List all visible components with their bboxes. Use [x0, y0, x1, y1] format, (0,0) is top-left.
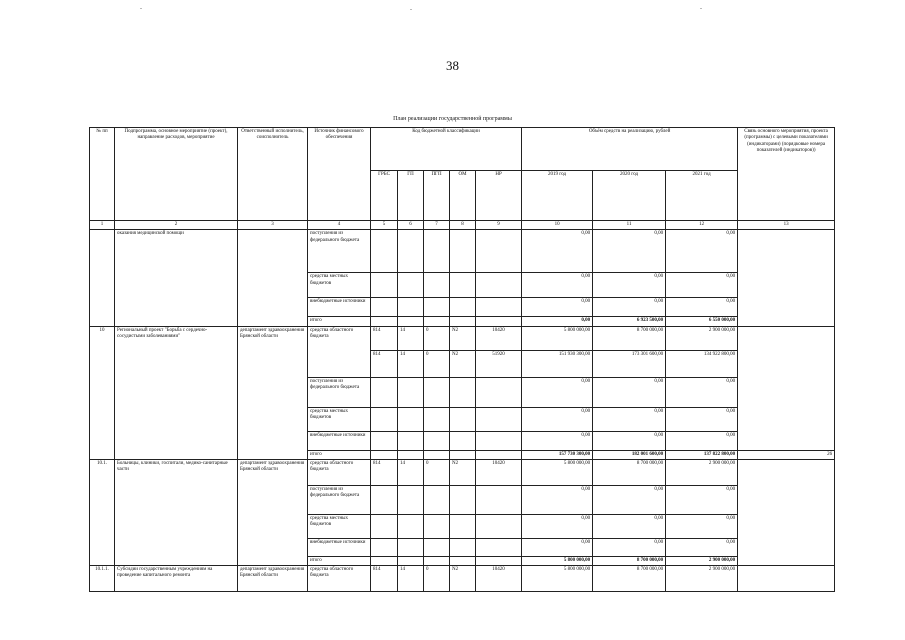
value-2021: 0,00 [666, 298, 738, 317]
total-2020: 182 001 600,00 [593, 450, 666, 459]
code-om: N2 [450, 566, 476, 592]
executor: департамент здравоохранения Брянской области [238, 459, 308, 565]
code-grbs: 814 [371, 326, 398, 350]
source-label: внебюджетные источники [308, 431, 371, 450]
measure-name: оказания медицинской помощи [115, 230, 238, 326]
code-np: 10420 [476, 566, 522, 592]
value-2019: 0,00 [522, 431, 593, 450]
header-gp: ГП [398, 171, 424, 221]
document-title: План реализации государственной программы [393, 116, 512, 122]
column-number-row [90, 221, 835, 230]
header-np: НР [476, 171, 522, 221]
value-2019: 0,00 [522, 485, 593, 514]
code-gp: 14 [398, 566, 424, 592]
col-number: 8 [450, 221, 476, 230]
code-grbs: 814 [371, 459, 398, 485]
header-2019: 2019 год [522, 171, 593, 221]
program-plan-table [89, 127, 835, 592]
code-pgp: 0 [424, 350, 450, 377]
source-label: поступления из федерального бюджета [308, 485, 371, 514]
header-executor: Ответственный исполнитель, соисполнитель [238, 128, 308, 221]
table-row [90, 230, 835, 273]
col-number: 2 [115, 221, 238, 230]
indicator-link: 26 [738, 450, 835, 459]
code-pgp: 0 [424, 459, 450, 485]
total-2021: 6 550 000,00 [666, 317, 738, 326]
header-2021: 2021 год [666, 171, 738, 221]
source-label: итого [308, 450, 371, 459]
executor: департамент здравоохранения Брянской области [238, 326, 308, 459]
value-2021: 0,00 [666, 538, 738, 556]
value-2021: 0,00 [666, 230, 738, 273]
source-label: средства местных бюджетов [308, 407, 371, 431]
value-2021: 0,00 [666, 485, 738, 514]
header-volume: Объём средств на реализацию, рублей [522, 128, 738, 171]
scan-artifact [410, 9, 412, 10]
value-2020: 0,00 [593, 431, 666, 450]
code-pgp: 0 [424, 326, 450, 350]
value-2019: 0,00 [522, 407, 593, 431]
value-2021: 0,00 [666, 273, 738, 298]
value-2020: 0,00 [593, 514, 666, 538]
table-row [90, 459, 835, 485]
source-label: внебюджетные источники [308, 538, 371, 556]
value-2021: 134 922 800,00 [666, 350, 738, 377]
code-grbs: 814 [371, 566, 398, 592]
source-label: средства местных бюджетов [308, 514, 371, 538]
col-number: 6 [398, 221, 424, 230]
header-2020: 2020 год [593, 171, 666, 221]
value-2021: 2 900 000,00 [666, 326, 738, 350]
col-number: 12 [666, 221, 738, 230]
value-2020: 8 700 000,00 [593, 566, 666, 592]
col-number: 9 [476, 221, 522, 230]
total-2021: 137 822 800,00 [666, 450, 738, 459]
value-2020: 0,00 [593, 407, 666, 431]
total-2019: 0,00 [522, 317, 593, 326]
code-pgp: 0 [424, 566, 450, 592]
table-row [90, 326, 835, 350]
col-number: 3 [238, 221, 308, 230]
code-gp: 14 [398, 459, 424, 485]
value-2019: 5 800 000,00 [522, 459, 593, 485]
code-np: 10420 [476, 459, 522, 485]
value-2020: 8 700 000,00 [593, 459, 666, 485]
value-2020: 173 301 600,00 [593, 350, 666, 377]
measure-name: Субсидии государственным учреждениям на проведение капитального ремонта [115, 566, 238, 592]
code-om: N2 [450, 459, 476, 485]
source-label: средства местных бюджетов [308, 273, 371, 298]
code-gp: 14 [398, 350, 424, 377]
header-pgp: ПГП [424, 171, 450, 221]
source-label: средства областного бюджета [308, 566, 371, 592]
col-number: 4 [308, 221, 371, 230]
code-grbs: 814 [371, 350, 398, 377]
code-om: N2 [450, 350, 476, 377]
source-label: средства областного бюджета [308, 326, 371, 377]
value-2021: 0,00 [666, 431, 738, 450]
value-2019: 0,00 [522, 538, 593, 556]
source-label: средства областного бюджета [308, 459, 371, 485]
col-number: 11 [593, 221, 666, 230]
code-np: 10420 [476, 326, 522, 350]
source-label: итого [308, 556, 371, 565]
page-number: 38 [446, 58, 459, 73]
header-link: Связь основного мероприятия, проекта (программы) с целевыми показателями (индикаторами) (порядковые номера показателей (индикаторов)) [738, 128, 835, 221]
measure-name: Больницы, клиники, госпитали, медико-санитарные части [115, 459, 238, 565]
value-2020: 0,00 [593, 377, 666, 407]
source-label: поступления из федерального бюджета [308, 230, 371, 273]
total-2020: 6 923 500,00 [593, 317, 666, 326]
value-2019: 5 800 000,00 [522, 566, 593, 592]
code-om: N2 [450, 326, 476, 350]
col-number: 13 [738, 221, 835, 230]
header-source: Источник финансового обеспечения [308, 128, 371, 221]
value-2020: 0,00 [593, 273, 666, 298]
total-2021: 2 900 000,00 [666, 556, 738, 565]
source-label: поступления из федерального бюджета [308, 377, 371, 407]
table-row [90, 566, 835, 592]
value-2019: 0,00 [522, 514, 593, 538]
scan-artifact [140, 8, 142, 9]
row-number: 10.1.1. [90, 566, 115, 592]
executor: департамент здравоохранения Брянской области [238, 566, 308, 592]
row-number: 10.1. [90, 459, 115, 565]
header-subprogram: Подпрограмма, основное мероприятие (проект), направление расходов, мероприятие [115, 128, 238, 221]
value-2021: 0,00 [666, 407, 738, 431]
header-num: № пп [90, 128, 115, 221]
total-2019: 5 800 000,00 [522, 556, 593, 565]
code-np: 51920 [476, 350, 522, 377]
row-number: 10 [90, 326, 115, 459]
value-2019: 0,00 [522, 273, 593, 298]
scan-artifact [700, 8, 702, 9]
value-2019: 0,00 [522, 377, 593, 407]
value-2019: 0,00 [522, 230, 593, 273]
col-number: 1 [90, 221, 115, 230]
value-2020: 0,00 [593, 230, 666, 273]
value-2021: 0,00 [666, 514, 738, 538]
header-budget-code: Код бюджетной классификации [371, 128, 522, 171]
value-2021: 0,00 [666, 377, 738, 407]
col-number: 10 [522, 221, 593, 230]
header-grbs: ГРБС [371, 171, 398, 221]
value-2020: 0,00 [593, 485, 666, 514]
value-2021: 2 900 000,00 [666, 566, 738, 592]
value-2019: 0,00 [522, 298, 593, 317]
value-2021: 2 900 000,00 [666, 459, 738, 485]
col-number: 5 [371, 221, 398, 230]
source-label: итого [308, 317, 371, 326]
measure-name: Региональный проект "Борьба с сердечно-сосудистыми заболеваниями" [115, 326, 238, 459]
header-row [90, 128, 835, 171]
value-2019: 151 930 300,00 [522, 350, 593, 377]
value-2020: 0,00 [593, 298, 666, 317]
total-2020: 8 700 000,00 [593, 556, 666, 565]
value-2019: 5 800 000,00 [522, 326, 593, 350]
source-label: внебюджетные источники [308, 298, 371, 317]
total-2019: 157 730 300,00 [522, 450, 593, 459]
value-2020: 8 700 000,00 [593, 326, 666, 350]
code-gp: 14 [398, 326, 424, 350]
value-2020: 0,00 [593, 538, 666, 556]
header-om: ОМ [450, 171, 476, 221]
col-number: 7 [424, 221, 450, 230]
